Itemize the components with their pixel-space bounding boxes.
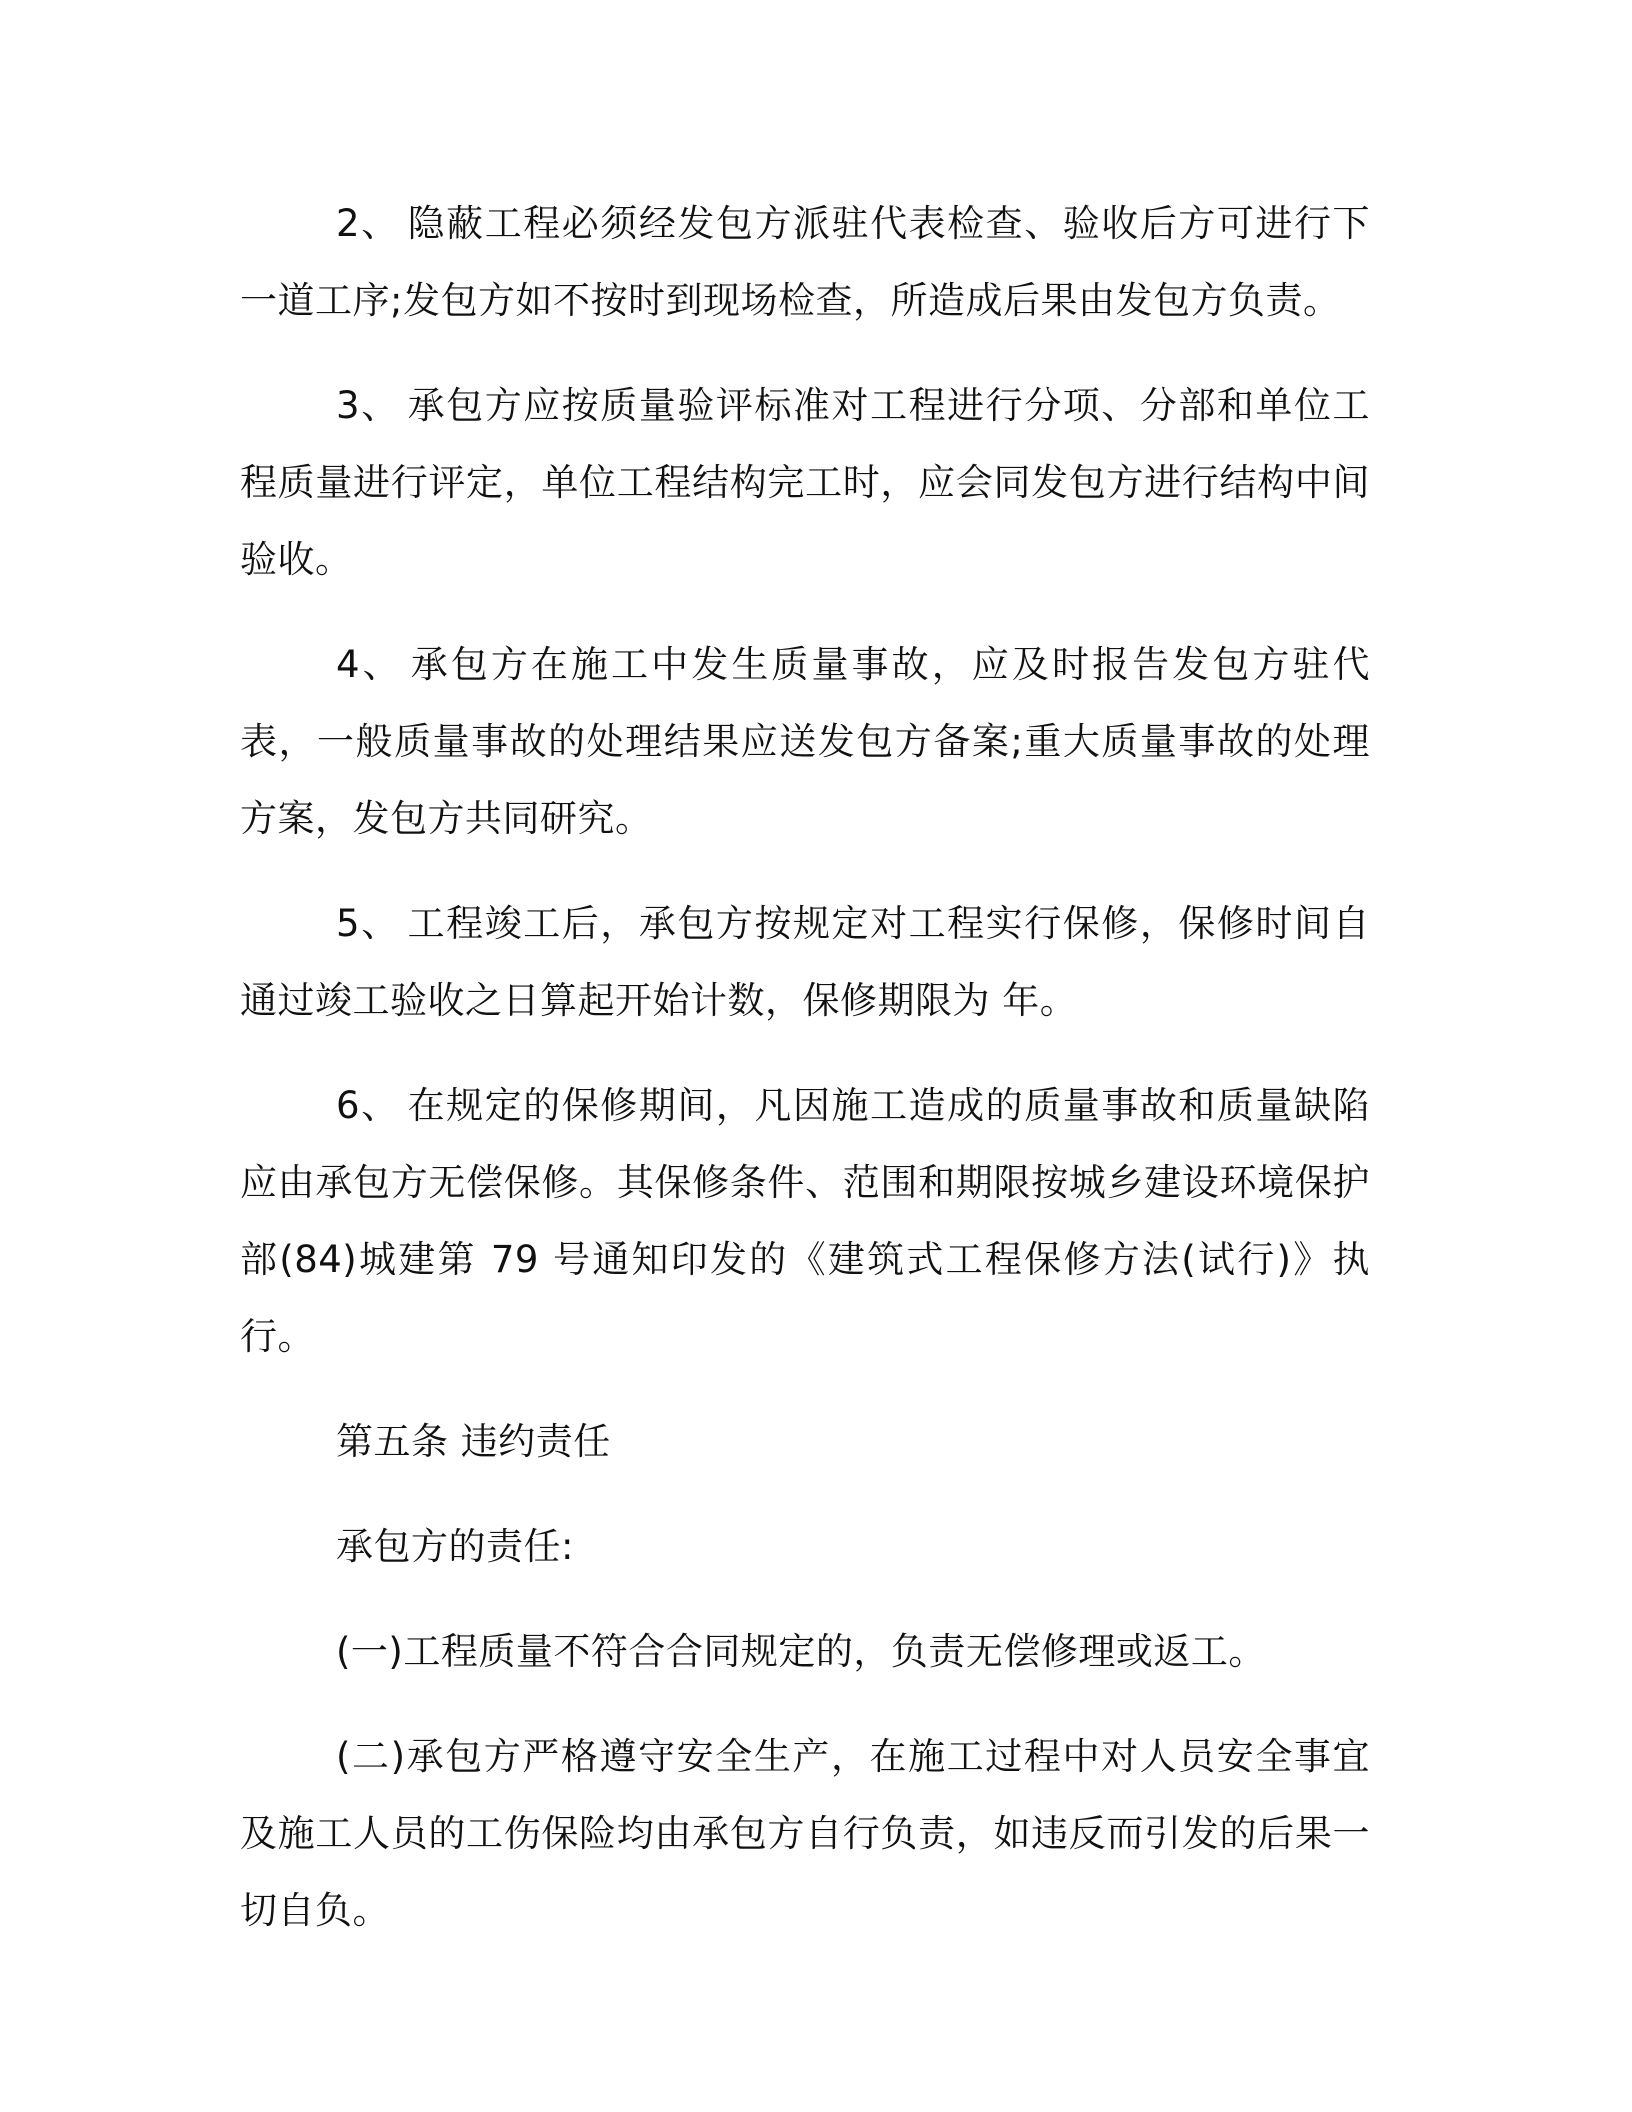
clause-4 <box>240 626 1370 857</box>
clause-text: 承包方应按质量验评标准对工程进行分项、分部和单位工程质量进行评定，单位工程结构完工时，应会同发包方进行结构中间验收。 <box>240 384 1371 581</box>
clause-text: 承包方在施工中发生质量事故，应及时报告发包方驻代表，一般质量事故的处理结果应送发包方备案;重大质量事故的处理方案，发包方共同研究。 <box>240 643 1370 840</box>
clause-5 <box>240 885 1370 1039</box>
clause-2 <box>240 185 1370 339</box>
clause-text: 在规定的保修期间，凡因施工造成的质量事故和质量缺陷应由承包方无偿保修。其保修条件、范围和期限按城乡建设环境保护部(84)城建第 79 号通知印发的《建筑式工程保修方法(试行)》执行。 <box>240 1084 1371 1358</box>
clause-3 <box>240 367 1370 598</box>
clause-text: 隐蔽工程必须经发包方派驻代表检查、验收后方可进行下一道工序;发包方如不按时到现场检查，所造成后果由发包方负责。 <box>240 202 1371 322</box>
liability-item-2: (二)承包方严格遵守安全生产，在施工过程中对人员安全事宜及施工人员的工伤保险均由承包方自行负责，如违反而引发的后果一切自负。 <box>240 1735 1370 1932</box>
clause-text: 工程竣工后，承包方按规定对工程实行保修，保修时间自通过竣工验收之日算起开始计数，保修期限为 年。 <box>240 902 1371 1022</box>
clause-number: 2、 <box>336 202 400 245</box>
section-title: 第五条 违约责任 <box>336 1420 611 1463</box>
liability-item-1: (一)工程质量不符合合同规定的，负责无偿修理或返工。 <box>336 1630 1266 1673</box>
document-body <box>240 185 1370 1977</box>
clause-number: 6、 <box>336 1084 400 1127</box>
clause-6 <box>240 1067 1370 1375</box>
party-title: 承包方的责任: <box>336 1525 574 1568</box>
clause-number: 3、 <box>336 384 400 427</box>
clause-number: 4、 <box>336 643 403 686</box>
clause-number: 5、 <box>336 902 400 945</box>
